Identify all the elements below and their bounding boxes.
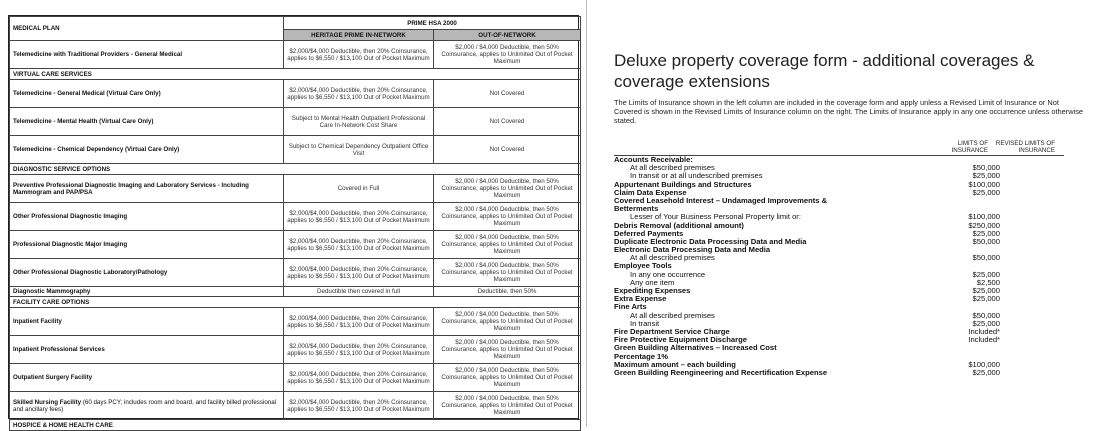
coverage-label: Betterments [614, 204, 659, 214]
coverage-label: Green Building Alternatives – Increased Cost [614, 343, 777, 353]
page-title: Deluxe property coverage form - additional coverages & coverage extensions [614, 51, 1035, 91]
section-heading: FACILITY CARE OPTIONS [10, 297, 581, 308]
service-name: Telemedicine - Mental Health (Virtual Care Only) [13, 118, 154, 125]
coverage-label: Employee Tools [614, 261, 672, 271]
table-row [10, 336, 581, 364]
out-of-network-cost-cell: $2,000 / $4,000 Deductible, then 50% Coinsurance, applies to Unlimited Out of Pocket Maximum [434, 336, 581, 364]
deluxe-property-form-panel [588, 0, 1094, 427]
table-row [10, 80, 581, 108]
coverage-label: In transit or at all undescribed premises [630, 171, 763, 181]
coverage-label: Claim Data Expense [614, 187, 687, 197]
intro-paragraph: The Limits of Insurance shown in the left column are included in the coverage form and apply unless a Revised Limit of Insurance or Not Covered is shown in the Revised Limits of Insurance column on the right. The Limits of Insurance apply in any one occurrence unless otherwise stated. [614, 98, 1084, 125]
coverage-label: Covered Leasehold Interest – Undamaged Improvements & [614, 195, 828, 205]
plan-name: PRIME HSA 2000 [284, 17, 581, 30]
service-name: Other Professional Diagnostic Imaging [13, 213, 128, 220]
coverage-label: Green Building Reengineering and Recertification Expense [614, 367, 828, 377]
service-name: Inpatient Professional Services [13, 346, 105, 353]
medical-plan-table [9, 16, 581, 431]
coverage-limit-value: Included* [968, 326, 1000, 336]
out-of-network-cost-cell: $2,000 / $4,000 Deductible, then 50% Coinsurance, applies to Unlimited Out of Pocket Maximum [434, 392, 581, 420]
service-name-cell [10, 41, 284, 69]
in-network-cost-cell: $2,000/$4,000 Deductible, then 20% Coinsurance, applies to $6,550 / $13,100 Out of Pocket Maximum [284, 41, 434, 69]
coverage-limit-value: $25,000 [972, 269, 1000, 279]
out-of-network-cost-cell: $2,000 / $4,000 Deductible, then 50% Coinsurance, applies to Unlimited Out of Pocket Maximum [434, 364, 581, 392]
out-of-network-cost-cell: $2,000 / $4,000 Deductible, then 50% Coinsurance, applies to Unlimited Out of Pocket Maximum [434, 175, 581, 203]
section-heading: DIAGNOSTIC SERVICE OPTIONS [10, 164, 581, 175]
in-network-cost-cell: Subject to Mental Health Outpatient Professional Care In-Network Cost Share [284, 108, 434, 136]
coverage-label: Fire Protective Equipment Discharge [614, 335, 747, 345]
coverage-limit-value: $25,000 [972, 318, 1000, 328]
table-row [10, 175, 581, 203]
service-name-cell [10, 392, 284, 420]
coverage-label: Appurtenant Buildings and Structures [614, 179, 752, 189]
coverage-limit-value: $50,000 [972, 310, 1000, 320]
service-name: Telemedicine - Chemical Dependency (Virtual Care Only) [13, 146, 180, 153]
coverage-label: Deferred Payments [614, 228, 684, 238]
coverage-limit-value: $50,000 [972, 253, 1000, 263]
coverage-limit-value: $100,000 [968, 212, 1000, 222]
in-network-cost-cell: $2,000/$4,000 Deductible, then 20% Coinsurance, applies to $6,550 / $13,100 Out of Pocket Maximum [284, 80, 434, 108]
coverage-list [614, 156, 1074, 377]
service-name-cell [10, 364, 284, 392]
coverage-label: Fire Department Service Charge [614, 326, 730, 336]
service-name-cell [10, 80, 284, 108]
in-network-cost-cell: $2,000/$4,000 Deductible, then 20% Coinsurance, applies to $6,550 / $13,100 Out of Pocket Maximum [284, 203, 434, 231]
table-row [10, 364, 581, 392]
coverage-limit-value: $25,000 [972, 171, 1000, 181]
coverage-label: Extra Expense [614, 294, 667, 304]
coverage-row [614, 295, 1074, 303]
coverage-row [614, 222, 1074, 230]
coverage-limit-value: $100,000 [968, 179, 1000, 189]
column-header-revised-limits: REVISED LIMITS OF INSURANCE [995, 140, 1055, 154]
in-network-cost-cell: $2,000/$4,000 Deductible, then 20% Coinsurance, applies to $6,550 / $13,100 Out of Pocket Maximum [284, 259, 434, 287]
service-name: Inpatient Facility [13, 318, 62, 325]
coverage-label: In any one occurrence [630, 269, 706, 279]
service-name-cell [10, 231, 284, 259]
section-row [10, 69, 581, 80]
in-network-cost-cell: $2,000/$4,000 Deductible, then 20% Coinsurance, applies to $6,550 / $13,100 Out of Pocket Maximum [284, 364, 434, 392]
in-network-cost-cell: $2,000/$4,000 Deductible, then 20% Coinsurance, applies to $6,550 / $13,100 Out of Pocket Maximum [284, 392, 434, 420]
table-row [10, 231, 581, 259]
service-name: Telemedicine - General Medical (Virtual Care Only) [13, 90, 161, 97]
coverage-limit-value: $100,000 [968, 359, 1000, 369]
coverage-row [614, 312, 1074, 320]
table-row [10, 287, 581, 297]
coverage-limit-value: $2,500 [976, 277, 1000, 287]
service-name: Telemedicine with Traditional Providers - General Medical [13, 51, 183, 58]
medical-plan-table-panel [8, 15, 579, 429]
coverage-limit-value: $50,000 [972, 163, 1000, 173]
coverage-row [614, 271, 1074, 279]
section-row [10, 297, 581, 308]
coverage-limit-value: $25,000 [972, 367, 1000, 377]
out-of-network-cost-cell: Not Covered [434, 80, 581, 108]
coverage-label: Lesser of Your Business Personal Property limit or: [630, 212, 801, 222]
column-header-limits: LIMITS OF INSURANCE [951, 140, 988, 154]
coverage-label: Debris Removal (additional amount) [614, 220, 744, 230]
out-of-network-cost-cell: $2,000 / $4,000 Deductible, then 50% Coinsurance, applies to Unlimited Out of Pocket Maximum [434, 308, 581, 336]
out-of-network-cost-cell: Deductible, then 50% [434, 287, 581, 297]
table-row [10, 41, 581, 69]
table-row [10, 203, 581, 231]
column-header-out-of-network: OUT-OF-NETWORK [434, 30, 581, 41]
service-name-cell [10, 287, 284, 297]
coverage-label: Any one item [630, 277, 675, 287]
coverage-label: Accounts Receivable: [614, 155, 693, 164]
service-name-cell [10, 203, 284, 231]
coverage-label: At all described premises [630, 163, 715, 173]
service-name: Preventive Professional Diagnostic Imaging and Laboratory Services - Including Mammogram and PAP/PSA [13, 181, 249, 196]
coverage-row [614, 197, 1074, 205]
service-name: Other Professional Diagnostic Laboratory/Pathology [13, 269, 168, 276]
coverage-row [614, 344, 1074, 352]
coverage-limit-value: $25,000 [972, 286, 1000, 295]
out-of-network-cost-cell: Not Covered [434, 108, 581, 136]
service-name: Professional Diagnostic Major Imaging [13, 241, 128, 248]
table-row [10, 108, 581, 136]
coverage-label: Expediting Expenses [614, 286, 691, 295]
in-network-cost-cell: Covered in Full [284, 175, 434, 203]
coverage-limit-value: $50,000 [972, 236, 1000, 246]
coverage-label: Duplicate Electronic Data Processing Data and Media [614, 236, 807, 246]
service-note: (60 days PCY; includes room and board, and facility billed professional and ancillary fees) [13, 398, 277, 413]
section-heading: VIRTUAL CARE SERVICES [10, 69, 581, 80]
in-network-cost-cell: $2,000/$4,000 Deductible, then 20% Coinsurance, applies to $6,550 / $13,100 Out of Pocket Maximum [284, 336, 434, 364]
service-name-cell [10, 108, 284, 136]
service-name: Outpatient Surgery Facility [13, 374, 93, 381]
section-row [10, 164, 581, 175]
service-name: Skilled Nursing Facility [13, 398, 82, 406]
coverage-limit-value: Included* [968, 335, 1000, 345]
coverage-label: Percentage 1% [614, 351, 669, 361]
in-network-cost-cell: $2,000/$4,000 Deductible, then 20% Coinsurance, applies to $6,550 / $13,100 Out of Pocket Maximum [284, 308, 434, 336]
out-of-network-cost-cell: $2,000 / $4,000 Deductible, then 50% Coinsurance, applies to Unlimited Out of Pocket Maximum [434, 231, 581, 259]
medical-plan-title: MEDICAL PLAN [10, 17, 284, 41]
service-name-cell [10, 336, 284, 364]
out-of-network-cost-cell: $2,000 / $4,000 Deductible, then 50% Coinsurance, applies to Unlimited Out of Pocket Maximum [434, 259, 581, 287]
in-network-cost-cell: $2,000/$4,000 Deductible, then 20% Coinsurance, applies to $6,550 / $13,100 Out of Pocket Maximum [284, 231, 434, 259]
service-name-cell [10, 136, 284, 164]
medical-plan-rows [10, 41, 581, 431]
coverage-label: Fine Arts [614, 302, 647, 312]
coverage-label: At all described premises [630, 310, 715, 320]
service-name-cell [10, 259, 284, 287]
out-of-network-cost-cell: $2,000 / $4,000 Deductible, then 50% Coinsurance, applies to Unlimited Out of Pocket Maximum [434, 203, 581, 231]
page-divider [586, 0, 587, 427]
coverage-label: At all described premises [630, 253, 715, 263]
column-header-in-network: HERITAGE PRIME IN-NETWORK [284, 30, 434, 41]
table-row [10, 308, 581, 336]
coverage-limit-value: $250,000 [968, 220, 1000, 230]
coverage-limit-value: $25,000 [972, 187, 1000, 197]
coverage-row [614, 287, 1074, 295]
section-row [10, 420, 581, 431]
service-name-cell [10, 175, 284, 203]
table-row [10, 136, 581, 164]
table-row [10, 259, 581, 287]
service-name-cell [10, 308, 284, 336]
coverage-label: Electronic Data Processing Data and Media [614, 245, 771, 255]
in-network-cost-cell: Subject to Chemical Dependency Outpatient Office Visit [284, 136, 434, 164]
out-of-network-cost-cell: Not Covered [434, 136, 581, 164]
service-name: Diagnostic Mammography [13, 288, 91, 295]
in-network-cost-cell: Deductible then covered in full [284, 287, 434, 297]
section-heading: HOSPICE & HOME HEALTH CARE [10, 420, 581, 431]
table-row [10, 392, 581, 420]
coverage-label: Maximum amount – each building [614, 359, 736, 369]
coverage-limit-value: $25,000 [972, 228, 1000, 238]
coverage-limit-value: $25,000 [972, 294, 1000, 304]
coverage-row [614, 254, 1074, 262]
out-of-network-cost-cell: $2,000 / $4,000 Deductible, then 50% Coinsurance, applies to Unlimited Out of Pocket Maximum [434, 41, 581, 69]
coverage-row [614, 369, 1074, 377]
coverage-label: In transit [630, 318, 660, 328]
